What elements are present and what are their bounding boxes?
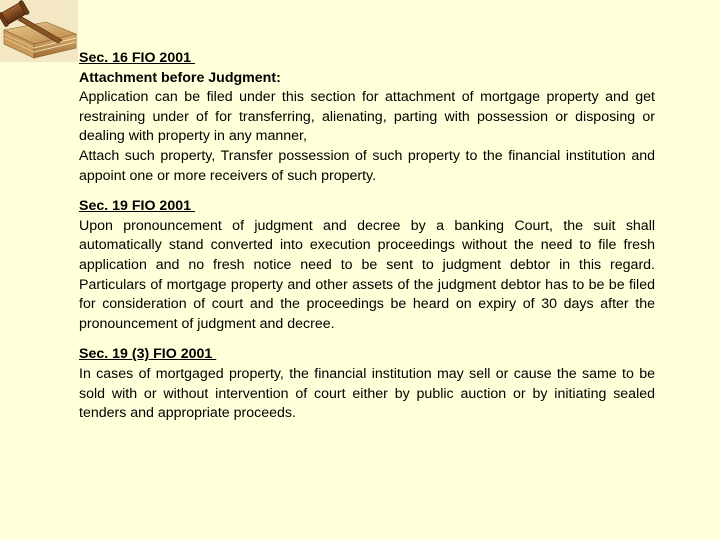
section-paragraph: Application can be filed under this section for attachment of mortgage property and get restraining under of for transferring, alienating, parting with possession or disposing or dealing with property in any manner,	[79, 89, 655, 145]
section-heading: Sec. 19 (3) FIO 2001	[79, 346, 217, 363]
section-heading: Sec. 16 FIO 2001	[79, 50, 195, 66]
section-paragraph: Attach such property, Transfer possession of such property to the financial institution and appoint one or more receivers of such property.	[79, 147, 655, 184]
document-body	[79, 49, 655, 424]
section-sec-19-3	[79, 345, 655, 423]
section-heading: Sec. 19 FIO 2001	[79, 198, 195, 215]
section-sec-19	[79, 197, 655, 334]
section-sec-16	[79, 49, 655, 186]
section-paragraph: Upon pronouncement of judgment and decree by a banking Court, the suit shall automatically stand converted into execution proceedings without the need to file fresh application and no fresh notice need to be sent to judgment debtor in this regard. Particulars of mortgage property and other assets of the judgment debtor has to be be filed for consideration of court and the proceedings be heard on expiry of 30 days after the pronouncement of judgment and decree.	[79, 217, 655, 332]
section-paragraph: In cases of mortgaged property, the financial institution may sell or cause the same to be sold with or without intervention of court either by public auction or by initiating sealed tenders and appropriate proceeds.	[79, 365, 655, 422]
gavel-icon	[0, 0, 78, 62]
gavel-logo	[0, 0, 78, 62]
section-subheading: Attachment before Judgment:	[79, 69, 281, 86]
